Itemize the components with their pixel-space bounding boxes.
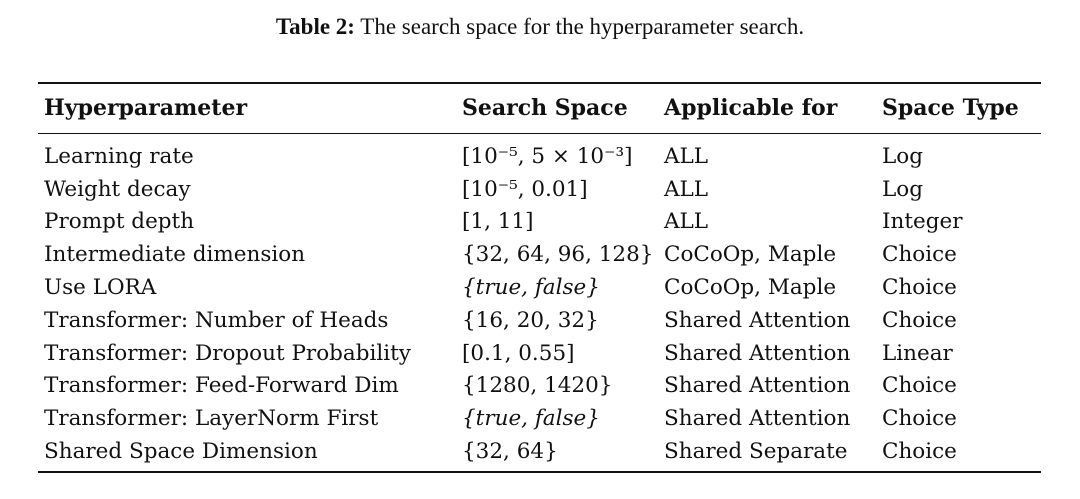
cell-space-type: Log	[882, 176, 923, 202]
cell-space-type: Log	[882, 143, 923, 169]
cell-hyperparameter: Use LORA	[44, 275, 157, 301]
cell-space-type: Choice	[882, 373, 957, 399]
table-row	[38, 402, 1041, 435]
hyperparameter-table	[38, 86, 1041, 468]
cell-hyperparameter: Weight decay	[44, 176, 191, 202]
cell-hyperparameter: Transformer: Dropout Probability	[44, 340, 411, 366]
top-rule	[38, 82, 1041, 84]
table-body	[38, 130, 1041, 468]
cell-space-type: Integer	[882, 209, 963, 235]
cell-applicable-for: Shared Separate	[664, 439, 848, 465]
table-caption	[0, 14, 1080, 40]
cell-hyperparameter: Transformer: LayerNorm First	[44, 406, 379, 432]
cell-space-type: Choice	[882, 406, 957, 432]
cell-applicable-for: ALL	[664, 143, 709, 169]
cell-hyperparameter: Shared Space Dimension	[44, 439, 318, 465]
cell-search-space: [10⁻⁵, 0.01]	[462, 176, 588, 202]
cell-hyperparameter: Prompt depth	[44, 209, 195, 235]
cell-space-type: Choice	[882, 242, 957, 268]
table-row	[38, 173, 1041, 206]
cell-applicable-for: CoCoOp, Maple	[664, 275, 837, 301]
cell-space-type: Linear	[882, 340, 953, 366]
header-applicable-for: Applicable for	[664, 95, 838, 121]
caption-label: Table 2:	[275, 14, 355, 39]
cell-applicable-for: CoCoOp, Maple	[664, 242, 837, 268]
table-row	[38, 370, 1041, 403]
cell-space-type: Choice	[882, 307, 957, 333]
header-row	[38, 86, 1041, 130]
cell-applicable-for: Shared Attention	[664, 406, 851, 432]
cell-applicable-for: ALL	[664, 209, 709, 235]
cell-applicable-for: Shared Attention	[664, 307, 851, 333]
cell-search-space: {32, 64, 96, 128}	[462, 242, 654, 268]
cell-applicable-for: ALL	[664, 176, 709, 202]
cell-hyperparameter: Intermediate dimension	[44, 242, 306, 268]
header-hyperparameter: Hyperparameter	[44, 95, 248, 121]
table-row	[38, 238, 1041, 271]
table-row	[38, 435, 1041, 468]
table-row	[38, 337, 1041, 370]
table-row	[38, 304, 1041, 337]
cell-search-space: [10⁻⁵, 5 × 10⁻³]	[462, 143, 633, 169]
header-search-space: Search Space	[462, 95, 628, 121]
cell-search-space: {true, false}	[462, 406, 600, 432]
cell-search-space: [1, 11]	[462, 209, 534, 235]
caption-text: The search space for the hyperparameter search.	[360, 14, 805, 39]
table-row	[38, 130, 1041, 173]
bottom-rule	[38, 471, 1041, 473]
cell-space-type: Choice	[882, 275, 957, 301]
cell-hyperparameter: Learning rate	[44, 143, 194, 169]
cell-applicable-for: Shared Attention	[664, 340, 851, 366]
header-space-type: Space Type	[882, 95, 1019, 121]
table-row	[38, 206, 1041, 239]
table-row	[38, 271, 1041, 304]
cell-search-space: {true, false}	[462, 275, 600, 301]
cell-hyperparameter: Transformer: Number of Heads	[44, 307, 389, 333]
cell-hyperparameter: Transformer: Feed-Forward Dim	[44, 373, 399, 399]
cell-applicable-for: Shared Attention	[664, 373, 851, 399]
cell-search-space: {16, 20, 32}	[462, 307, 599, 333]
cell-search-space: [0.1, 0.55]	[462, 340, 575, 366]
cell-search-space: {1280, 1420}	[462, 373, 613, 399]
cell-space-type: Choice	[882, 439, 957, 465]
cell-search-space: {32, 64}	[462, 439, 558, 465]
